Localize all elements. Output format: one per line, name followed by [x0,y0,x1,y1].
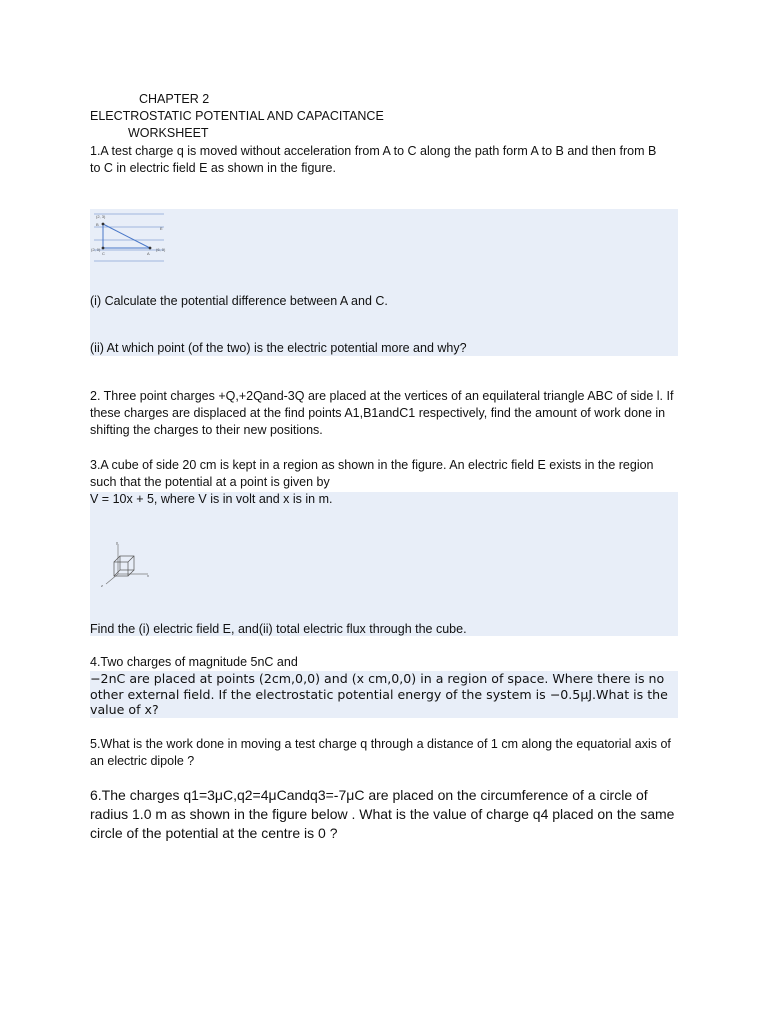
label-c: C [102,251,105,256]
q4-text-line3: other external field. If the electrostatic potential energy of the system is −0.5μJ.What is the [90,687,668,702]
q6-text-line1: 6.The charges q1=3μC,q2=4μCandq3=-7μC are placed on the circumference of a circle of [90,787,648,803]
q6-text-line3: circle of the potential at the centre is 0 ? [90,825,338,841]
document-title: ELECTROSTATIC POTENTIAL AND CAPACITANCE [90,109,384,123]
q3-shaded-block [90,492,678,636]
q4-text-line2: −2nC are placed at points (2cm,0,0) and (x cm,0,0) in a region of space. Where there is no [90,671,665,686]
q6-text-line2: radius 1.0 m as shown in the figure below . What is the value of charge q4 placed on the same [90,806,675,822]
q1-text-line1: 1.A test charge q is moved without acceleration from A to C along the path form A to B and then from B [90,144,657,158]
q2-text-line1: 2. Three point charges +Q,+2Qand-3Q are placed at the vertices of an equilateral triangle ABC of side l. If [90,389,674,403]
q3-text-line1: 3.A cube of side 20 cm is kept in a region as shown in the figure. An electric field E exists in the region [90,458,654,472]
q4-text-line4: value of x? [90,702,159,717]
label-2-3: (2, 3) [96,214,106,219]
q3-text-line3: V = 10x + 5, where V is in volt and x is in m. [90,492,333,506]
q3-cube-figure [100,540,152,588]
q1-part-i: (i) Calculate the potential difference between A and C. [90,294,388,308]
q4-text-line1: 4.Two charges of magnitude 5nC and [90,655,298,669]
q1-text-line2: to C in electric field E as shown in the figure. [90,161,336,175]
q1-shaded-block [90,209,678,356]
q2-text-line2: these charges are displaced at the find points A1,B1andC1 respectively, find the amount of work done in [90,406,666,420]
worksheet-label: WORKSHEET [128,126,209,140]
label-6-0: (6, 0) [156,247,166,252]
q2-text-line3: shifting the charges to their new positions. [90,423,323,437]
q5-text-line1: 5.What is the work done in moving a test charge q through a distance of 1 cm along the equatorial axis of [90,737,671,751]
axis-x-label: x [147,573,149,578]
label-e: E [160,226,163,231]
chapter-label: CHAPTER 2 [139,92,210,106]
q3-question: Find the (i) electric field E, and(ii) total electric flux through the cube. [90,622,467,636]
q1-field-figure [90,210,170,266]
label-a: A [147,251,150,256]
label-b: B [96,222,99,227]
axis-z-label: z [101,583,103,588]
q5-text-line2: an electric dipole ? [90,754,195,768]
label-2-0: (2, 0) [91,247,101,252]
axis-y-label: y [116,540,118,545]
q1-part-ii: (ii) At which point (of the two) is the electric potential more and why? [90,341,467,355]
q3-text-line2: such that the potential at a point is given by [90,475,330,489]
